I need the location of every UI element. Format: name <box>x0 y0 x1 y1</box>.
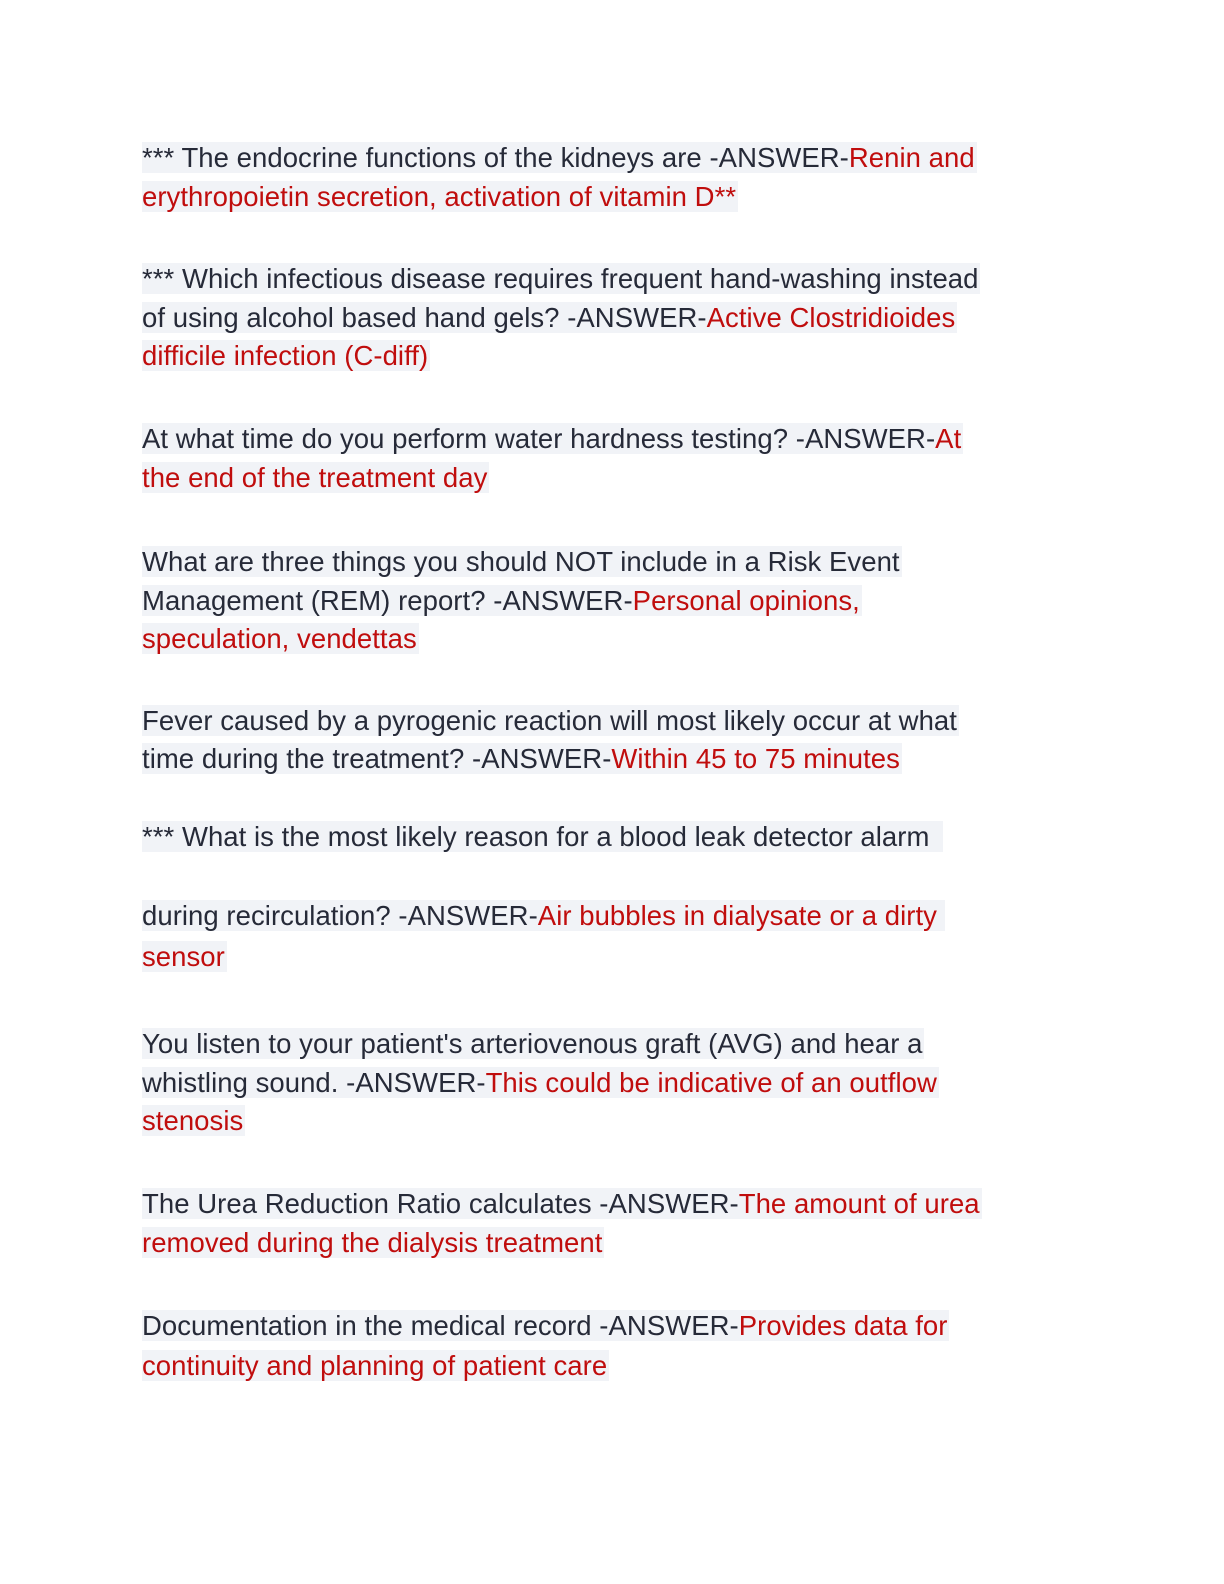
answer-text: Renin and <box>848 142 975 173</box>
answer-text: Air bubbles in dialysate or a dirty <box>537 900 937 931</box>
answer-text: stenosis <box>142 1105 244 1136</box>
qa-line-5 <box>142 337 430 375</box>
answer-text: difficile infection (C-diff) <box>142 340 429 371</box>
answer-text: speculation, vendettas <box>142 623 417 654</box>
answer-text: Personal opinions, <box>632 585 860 616</box>
question-text: during recirculation? -ANSWER- <box>142 900 538 931</box>
question-text: *** What is the most likely reason for a blood leak detector alarm <box>142 821 930 852</box>
answer-text: This could be indicative of an outflow <box>485 1067 937 1098</box>
question-text: of using alcohol based hand gels? -ANSWER- <box>142 302 707 333</box>
answer-text: removed during the dialysis treatment <box>142 1227 603 1258</box>
qa-line-9 <box>142 582 862 620</box>
question-text: whistling sound. -ANSWER- <box>142 1067 486 1098</box>
qa-line-3 <box>142 260 980 298</box>
answer-text: continuity and planning of patient care <box>142 1350 608 1381</box>
qa-line-17 <box>142 1064 939 1102</box>
question-text: Fever caused by a pyrogenic reaction will most likely occur at what <box>142 705 957 736</box>
qa-line-12 <box>142 740 902 778</box>
question-text: time during the treatment? -ANSWER- <box>142 743 612 774</box>
question-text: *** The endocrine functions of the kidneys are -ANSWER- <box>142 142 849 173</box>
answer-text: Active Clostridioides <box>706 302 956 333</box>
qa-line-10 <box>142 620 419 658</box>
qa-line-15 <box>142 938 227 976</box>
qa-line-13 <box>142 818 943 856</box>
qa-line-7 <box>142 459 489 497</box>
answer-text: Provides data for <box>738 1310 948 1341</box>
answer-text: Within 45 to 75 minutes <box>611 743 900 774</box>
answer-text: the end of the treatment day <box>142 462 488 493</box>
qa-line-21 <box>142 1307 949 1345</box>
qa-line-8 <box>142 543 902 581</box>
qa-line-11 <box>142 702 959 740</box>
question-text: What are three things you should NOT include in a Risk Event <box>142 546 900 577</box>
qa-line-19 <box>142 1185 982 1223</box>
qa-line-1 <box>142 139 977 177</box>
qa-line-6 <box>142 420 963 458</box>
answer-text: The amount of urea <box>738 1188 980 1219</box>
answer-text: At <box>935 423 962 454</box>
answer-text: sensor <box>142 941 225 972</box>
qa-line-14 <box>142 897 945 935</box>
question-text: At what time do you perform water hardness testing? -ANSWER- <box>142 423 936 454</box>
question-text: Documentation in the medical record -ANSWER- <box>142 1310 739 1341</box>
qa-line-4 <box>142 299 957 337</box>
qa-line-18 <box>142 1102 245 1140</box>
qa-line-22 <box>142 1347 609 1385</box>
question-text: The Urea Reduction Ratio calculates -ANSWER- <box>142 1188 739 1219</box>
qa-line-20 <box>142 1224 604 1262</box>
question-text: You listen to your patient's arteriovenous graft (AVG) and hear a <box>142 1028 923 1059</box>
question-text: Management (REM) report? -ANSWER- <box>142 585 633 616</box>
answer-text: erythropoietin secretion, activation of vitamin D** <box>142 181 737 212</box>
question-text: *** Which infectious disease requires frequent hand-washing instead <box>142 263 979 294</box>
qa-line-16 <box>142 1025 924 1063</box>
qa-line-2 <box>142 178 738 216</box>
